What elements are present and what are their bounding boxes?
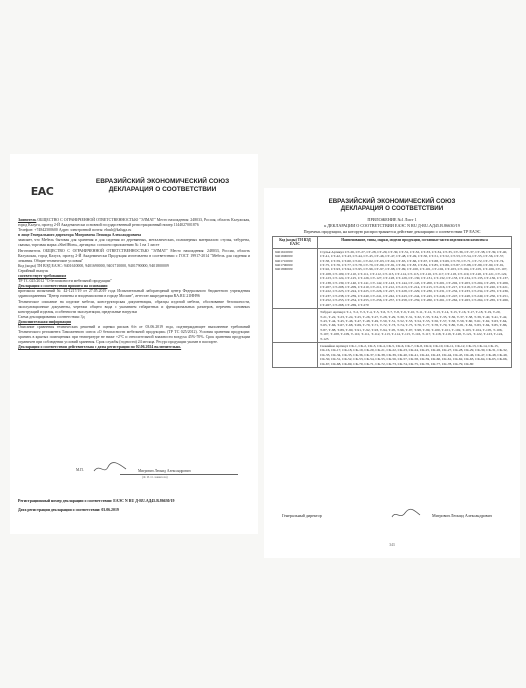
conformity-label: соответствует требованиям [18,274,67,279]
signature-line [120,474,238,475]
appendix-signature-block [282,513,512,518]
appendix-label: ПРИЛОЖЕНИЕ №1 Лист 1 [367,217,417,222]
declaration-title: ДЕКЛАРАЦИЯ О СООТВЕТСТВИИ [108,186,217,193]
eac-logo: EAC [30,184,54,198]
appendix-declaration-title: ДЕКЛАРАЦИЯ О СООТВЕТСТВИИ [340,205,444,212]
scheme-text: Схема декларирования соответствия: 3д [18,314,85,319]
additional-label: Дополнительная информация [18,319,71,324]
stamp-mark: М.П. [76,468,84,472]
declaration-body [18,218,250,350]
union-title: ЕВРАЗИЙСКИЙ ЭКОНОМИЧЕСКИЙ СОЮЗ [95,178,230,185]
product-table [272,236,512,368]
registration-number: Регистрационный номер декларации о соответствии: ЕАЭС N RU Д-RU.АД45.В.86630/19 [18,499,175,503]
signer-caption: (Ф. И. О. заявителя) [142,475,168,479]
docs-text: Техническое описание на изделие мебели, конструкторская документация, образцы изделий мебели, обоснование безопасности, эксплуатационные документы, чертежи общего вида с указанием габаритных и функциональных размеров, перечень основных конструкций изделия, особенности эксплуатации, предельные нагрузки [18,299,250,314]
tnved-line: Код (коды) ТН ВЭД ЕАЭС: 9401610000, 9401690000, 9401710000, 9401790000, 9401800009 [18,263,169,268]
row-codes [273,309,318,343]
declaration-main-page [10,154,258,534]
director-line: в лице Генерального директора Мигровича Леонида Александровича [18,233,142,238]
table-row [273,342,512,367]
appendix-union-title: ЕВРАЗИЙСКИЙ ЭКОНОМИЧЕСКИЙ СОЮЗ [328,198,456,205]
phone-line: Телефон: +74842500600 Адрес электронной почты: ebash@kaluga.ru [18,228,132,233]
signer-name: Мигрович Леонид Александрович [138,469,191,473]
declaration-appendix-page [264,188,520,558]
declares-paragraph: заявляет, что Мебель бытовая для хранения и для сидения из деревянных, металлических, полимерных материалов: стулья, табуреты, скамьи, торговая марка «SheffHom», артикулы: согласно приложению № 1 на 1 листе [18,238,250,248]
manufacturer-paragraph: Изготовитель ОБЩЕСТВО С ОГРАНИЧЕННОЙ ОТВЕТСТВЕННОСТЬЮ "ЭЛМАТ" Место нахождения: 248033, Россия, область Калужская, город Калуга, проезд 2-Й Академически Продукция изготовлена в соответствии с ГОСТ 19917-2014 "Мебель для сидения и лежания. Общие технические условия" [18,248,250,263]
appendix-signature-scribble [390,508,422,520]
basis-text: протокола испытаний № 42-1217/19 от 27.05.2019 года Испытательный лабораторный центр Федерального бюджетного учреждения здравоохранения "Центр гигиены и эпидемиологии в городе Москве", аттестат аккредитации RA.RU.21HH96 [18,289,250,299]
table-row [273,248,512,308]
appendix-signer-name: Мигрович Леонид Александрович [432,513,492,518]
applicant-paragraph: Заявитель ОБЩЕСТВО С ОГРАНИЧЕННОЙ ОТВЕТСТВЕННОСТЬЮ "ЭЛМАТ" Место нахождения: 248033, Россия, область Калужская, город Калуга, проезд 2-Й Академически основной государственный регистрационный номер 1144027001876 [18,218,250,228]
signature-scribble [92,461,128,475]
basis-label: Декларация о соответствии принята на основании [18,284,108,289]
validity-text: Декларация о соответствии действительна с даты регистрации по 02.06.2024 включительно. [18,345,182,350]
row-products: Скамейки Артикул СК-1, СК-2, СК-3, СК-4, СК-5, СК-6, СК-7, СК-8, СК-9, СК-10, СК-11, СК-12, СК-13, СК-14, СК-15, СК-16, СК-17, СК-18, СК-19, СК-20, СК-21, СК-22, СК-23, СК-24, СК-25, СК-26, СК-27, СК-28, СК-29, СК-30, СК-31, СК-32, СК-33, СК-34, СК-35, СК-36, СК-37, СК-38, СК-39, СК-40, СК-41, СК-42, СК-43, СК-44, СК-45, СК-46, СК-47, СК-48, СК-49, СК-50, СК-51, СК-52, СК-53, СК-54, СК-55, СК-56, СК-57, СК-58, СК-59, СК-60, СК-61, СК-62, СК-63, СК-64, СК-65, СК-66, СК-67, СК-68, СК-69, СК-70, СК-71, СК-72, СК-73, СК-74, СК-75, СК-76, СК-77, СК-78, СК-79, СК-80 [318,342,512,367]
column-header-code: Код (коды) ТН ВЭД ЕАЭС [273,237,318,249]
conformity-text: ТР ТС 025/2012 "О безопасности мебельной продукции" [18,279,112,284]
table-row [273,309,512,343]
registration-date: Дата регистрации декларации о соответствии: 03.06.2019 [18,508,119,512]
additional-text: Описание сравнения технических решений и оценки рисков б/н от 03.06.2019 года, подтверждающее выполнение требований Технического регламента Таможенного союза «О безопасности мебельной продукции» (ТР ТС 025/2012). Условия хранения продукции: хранить в крытых помещениях при температуре не ниже +2°С и относительной влажности воздуха 45%-70%. Срок хранения продукции ограничен при соблюдении условий хранения. Срок службы (годности) 24 месяца. Ресурс продукции указан в паспорте. [18,324,250,345]
appendix-list-title: Перечень продукции, на которую распространяется действие декларации о соответствии ТР ЕАЭС [303,229,481,234]
page-number: 343 [389,543,395,547]
column-header-name: Наименование, типы, марки, модели продукции, составные части изделия или комплекса [318,237,512,249]
row-products: Стулья Артикул СТ-26, СТ-27, СТ-28, СТ-29, СТ-30, СТ-31, СТ-32, СТ-33, СТ-34, СТ-35, СТ-36, СТ-37, СТ-38, СТ-39, СТ-40, СТ-41, СТ-42, СТ-43, СТ-44, СТ-45, СТ-46, СТ-47, СТ-48, СТ-49, СТ-50, СТ-51, СТ-52, СТ-53, СТ-54, СТ-55, СТ-56, СТ-57, СТ-58, СТ-59, СТ-60, СТ-61, СТ-62, СТ-63, СТ-64, СТ-65, СТ-66, СТ-67, СТ-68, СТ-69, СТ-70, СТ-71, СТ-72, СТ-73, СТ-74, СТ-75, СТ-76, СТ-77, СТ-78, СТ-79, СТ-80, СТ-81, СТ-82, СТ-83, СТ-84, СТ-85, СТ-86, СТ-87, СТ-88, СТ-89, СТ-90, СТ-91, СТ-92, СТ-93, СТ-94, СТ-95, СТ-96, СТ-97, СТ-98, СТ-99, СТ-100, СТ-101, СТ-102, СТ-103, СТ-104, СТ-105, СТ-106, СТ-107, СТ-108, СТ-109, СТ-110, СТ-111, СТ-112, СТ-113, СТ-114, СТ-115, СТ-116, СТ-117, СТ-118, СТ-119, СТ-120, СТ-121, СТ-122, СТ-123, СТ-124, СТ-125, СТ-126, СТ-127, СТ-128, СТ-129, СТ-130, СТ-131, СТ-132, СТ-133, СТ-134, СТ-135, СТ-136, СТ-137, СТ-138, СТ-139, СТ-140, СТ-141, СТ-142, СТ-143, СТ-144, СТ-145, СТ-200, СТ-201, СТ-202, СТ-203, СТ-204, СТ-205, СТ-206, СТ-207, СТ-208, СТ-209, СТ-210, СТ-211, СТ-212, СТ-213, СТ-214, СТ-215, СТ-216, СТ-217, СТ-218, СТ-219, СТ-220, СТ-221, СТ-222, СТ-223, СТ-224, СТ-225, СТ-226, СТ-227, СТ-228, СТ-229, СТ-230, СТ-231, СТ-232, СТ-233, СТ-234, СТ-235, СТ-236, СТ-237, СТ-238, СТ-239, СТ-240, СТ-241, СТ-242, СТ-243, СТ-244, СТ-245, СТ-246, СТ-247, СТ-248, СТ-249, СТ-250, СТ-251, СТ-252, СТ-253, СТ-254, СТ-255, СТ-256, СТ-257, СТ-258, СТ-259, СТ-260, СТ-261, СТ-262, СТ-263, СТ-264, СТ-265, СТ-266, СТ-267, СТ-268, СТ-269, СТ-270 [318,248,512,308]
appendix-signer-role: Генеральный директор [282,513,322,518]
row-codes [273,342,318,367]
appendix-declaration-ref: к ДЕКЛАРАЦИИ О СООТВЕТСТВИИ ЕАЭС N RU Д-RU.АД45.В.86630/19 [324,223,460,228]
serial-line: Серийный выпуск [18,268,49,273]
row-products: Табурет Артикул Т-1, Т-2, Т-3, Т-4, Т-5, Т-6, Т-7, Т-8, Т-9, Т-10, Т-11, Т-12, Т-13, Т-14, Т-15, Т-16, Т-17, Т-18, Т-19, Т-20, Т-21, Т-22, Т-23, Т-24, Т-25, Т-26, Т-27, Т-28, Т-29, Т-30, Т-31, Т-32, Т-33, Т-34, Т-35, Т-36, Т-37, Т-38, Т-39, Т-40, Т-41, Т-42, Т-43, Т-44, Т-45, Т-46, Т-47, Т-48, Т-49, Т-50, Т-51, Т-52, Т-53, Т-54, Т-55, Т-56, Т-57, Т-58, Т-59, Т-60, Т-61, Т-62, Т-63, Т-64, Т-65, Т-66, Т-67, Т-68, Т-69, Т-70, Т-71, Т-72, Т-73, Т-74, Т-75, Т-76, Т-77, Т-78, Т-79, Т-80, Т-81, Т-82, Т-83, Т-84, Т-85, Т-86, Т-87, Т-88, Т-89, Т-90, Т-91, Т-92, Т-93, Т-94, Т-95, Т-96, Т-97, Т-98, Т-99, Т-100, Т-101, Т-102, Т-103, Т-104, Т-105, Т-106, Т-107, Т-108, Т-109, Т-110, Т-111, Т-112, Т-113, Т-114, Т-115, Т-116, Т-117, Т-118, Т-119, Т-120, Т-121, Т-122, Т-123, Т-124, Т-125 [318,309,512,343]
row-codes: 9401610000 9401690000 9401710000 9401790000 9401800009 [273,248,318,308]
